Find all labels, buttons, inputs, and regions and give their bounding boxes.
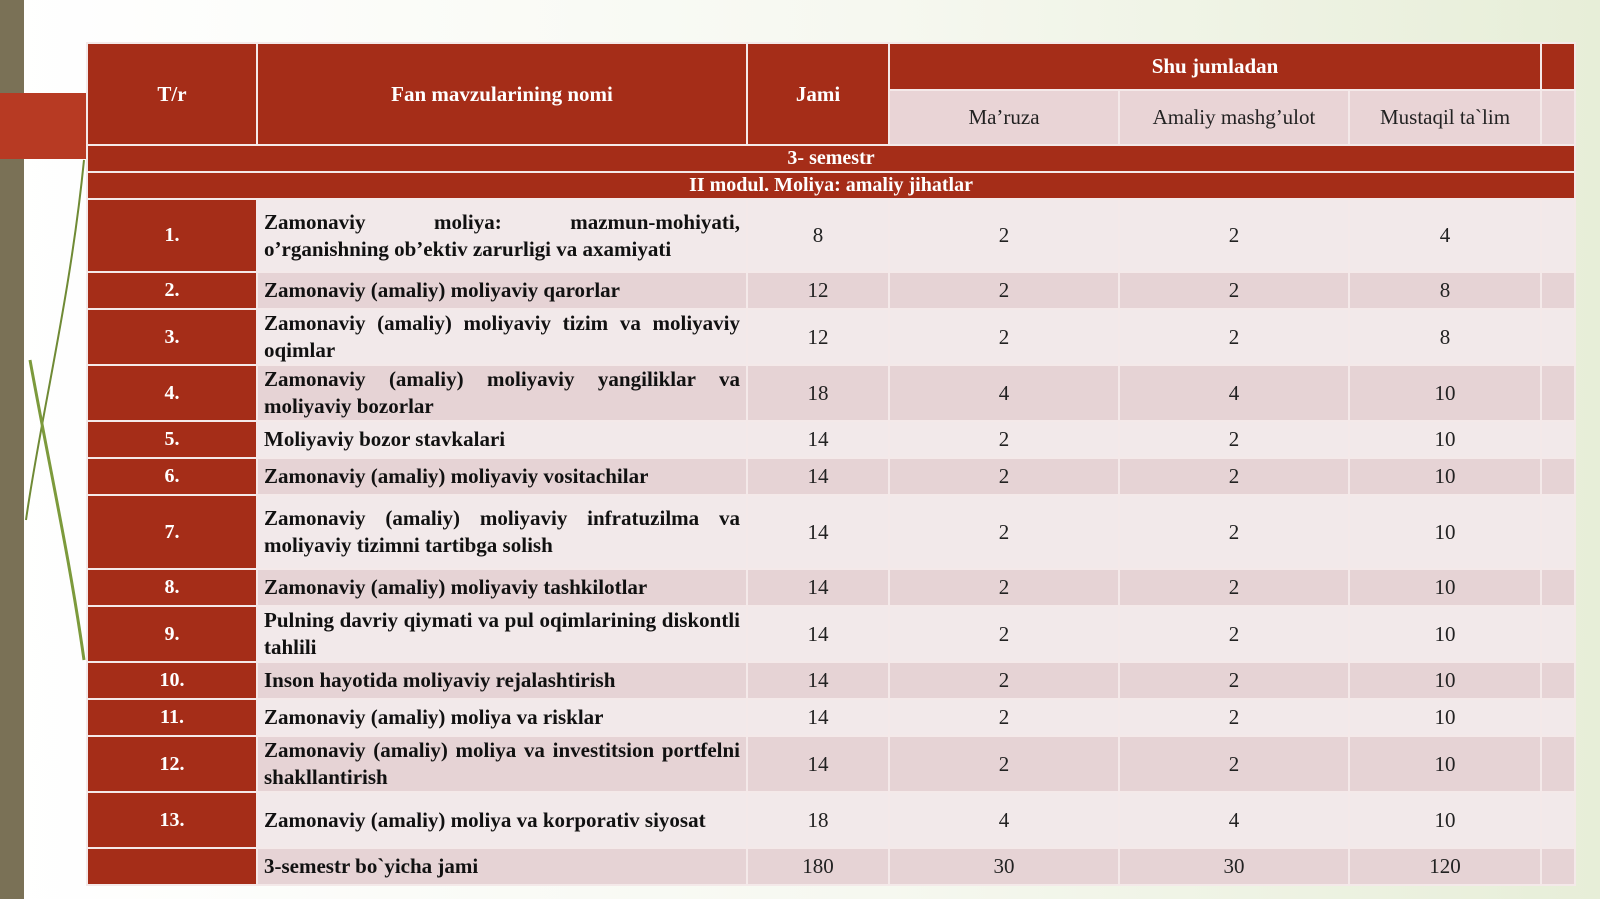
row-total: 12 — [747, 272, 889, 309]
row-total: 12 — [747, 309, 889, 365]
table-body — [87, 145, 1575, 885]
row-total: 14 — [747, 606, 889, 662]
total-label: 3-semestr bo`yicha jami — [257, 848, 747, 885]
row-topic: Moliyaviy bozor stavkalari — [257, 421, 747, 458]
row-practical: 2 — [1119, 606, 1349, 662]
table-row — [87, 421, 1575, 458]
row-self-study: 4 — [1349, 199, 1541, 272]
row-self-study: 10 — [1349, 792, 1541, 848]
total-practical: 30 — [1119, 848, 1349, 885]
row-self-study: 10 — [1349, 736, 1541, 792]
row-total: 14 — [747, 495, 889, 569]
semester-row: 3- semestr — [87, 145, 1575, 172]
total-number — [87, 848, 257, 885]
header-self-study: Mustaqil ta`lim — [1349, 90, 1541, 145]
row-practical: 2 — [1119, 699, 1349, 736]
row-practical: 2 — [1119, 272, 1349, 309]
row-topic: Zamonaviy (amaliy) moliya va risklar — [257, 699, 747, 736]
row-lecture: 4 — [889, 365, 1119, 421]
row-topic: Zamonaviy moliya: mazmun-mohiyati, o’rganishning ob’ektiv zarurligi va axamiyati — [257, 199, 747, 272]
row-self-study: 8 — [1349, 272, 1541, 309]
total-row — [87, 848, 1575, 885]
row-total: 14 — [747, 569, 889, 606]
row-lecture: 2 — [889, 606, 1119, 662]
row-number: 10. — [87, 662, 257, 699]
header-subject-name: Fan mavzularining nomi — [257, 43, 747, 145]
row-topic: Zamonaviy (amaliy) moliyaviy infratuzilma va moliyaviy tizimni tartibga solish — [257, 495, 747, 569]
table-row — [87, 199, 1575, 272]
row-lecture: 2 — [889, 736, 1119, 792]
total-lecture: 30 — [889, 848, 1119, 885]
row-practical: 2 — [1119, 736, 1349, 792]
row-topic: Zamonaviy (amaliy) moliyaviy tizim va moliyaviy oqimlar — [257, 309, 747, 365]
row-filler — [1541, 199, 1575, 272]
row-number: 12. — [87, 736, 257, 792]
row-practical: 2 — [1119, 309, 1349, 365]
table-row — [87, 365, 1575, 421]
row-lecture: 2 — [889, 309, 1119, 365]
row-lecture: 2 — [889, 421, 1119, 458]
row-number: 2. — [87, 272, 257, 309]
row-number: 13. — [87, 792, 257, 848]
row-number: 6. — [87, 458, 257, 495]
row-practical: 2 — [1119, 458, 1349, 495]
table-row — [87, 662, 1575, 699]
row-lecture: 2 — [889, 199, 1119, 272]
row-lecture: 2 — [889, 699, 1119, 736]
table-row — [87, 458, 1575, 495]
table-row — [87, 792, 1575, 848]
row-lecture: 2 — [889, 569, 1119, 606]
row-total: 14 — [747, 458, 889, 495]
row-filler — [1541, 699, 1575, 736]
row-self-study: 10 — [1349, 662, 1541, 699]
total-self-study: 120 — [1349, 848, 1541, 885]
row-topic: Zamonaviy (amaliy) moliya va investitsion portfelni shakllantirish — [257, 736, 747, 792]
row-filler — [1541, 792, 1575, 848]
row-lecture: 2 — [889, 458, 1119, 495]
row-filler — [1541, 736, 1575, 792]
row-number: 1. — [87, 199, 257, 272]
decorative-curve-lines — [0, 0, 90, 899]
total-sum: 180 — [747, 848, 889, 885]
table-row — [87, 736, 1575, 792]
table-row — [87, 495, 1575, 569]
header-tr: T/r — [87, 43, 257, 145]
row-filler — [1541, 272, 1575, 309]
table-row — [87, 606, 1575, 662]
row-practical: 2 — [1119, 199, 1349, 272]
header-including: Shu jumladan — [889, 43, 1541, 90]
row-total: 14 — [747, 421, 889, 458]
row-filler — [1541, 569, 1575, 606]
curriculum-table-wrapper — [86, 42, 1574, 886]
row-filler — [1541, 421, 1575, 458]
row-self-study: 10 — [1349, 421, 1541, 458]
row-practical: 2 — [1119, 421, 1349, 458]
row-practical: 2 — [1119, 662, 1349, 699]
header-practical: Amaliy mashg’ulot — [1119, 90, 1349, 145]
row-practical: 2 — [1119, 569, 1349, 606]
header-lecture: Ma’ruza — [889, 90, 1119, 145]
row-total: 18 — [747, 365, 889, 421]
row-self-study: 10 — [1349, 495, 1541, 569]
curriculum-table — [86, 42, 1576, 886]
row-filler — [1541, 365, 1575, 421]
module-row: II modul. Moliya: amaliy jihatlar — [87, 172, 1575, 199]
row-filler — [1541, 309, 1575, 365]
row-topic: Zamonaviy (amaliy) moliyaviy tashkilotlar — [257, 569, 747, 606]
row-topic: Inson hayotida moliyaviy rejalashtirish — [257, 662, 747, 699]
row-topic: Zamonaviy (amaliy) moliya va korporativ siyosat — [257, 792, 747, 848]
row-self-study: 10 — [1349, 365, 1541, 421]
row-lecture: 2 — [889, 495, 1119, 569]
row-self-study: 8 — [1349, 309, 1541, 365]
table-row — [87, 569, 1575, 606]
row-practical: 2 — [1119, 495, 1349, 569]
row-total: 18 — [747, 792, 889, 848]
row-filler — [1541, 495, 1575, 569]
table-row — [87, 699, 1575, 736]
row-number: 7. — [87, 495, 257, 569]
row-total: 14 — [747, 736, 889, 792]
row-lecture: 2 — [889, 662, 1119, 699]
row-filler — [1541, 606, 1575, 662]
row-total: 8 — [747, 199, 889, 272]
row-number: 4. — [87, 365, 257, 421]
row-total: 14 — [747, 662, 889, 699]
row-filler — [1541, 458, 1575, 495]
row-lecture: 2 — [889, 272, 1119, 309]
row-self-study: 10 — [1349, 569, 1541, 606]
row-topic: Pulning davriy qiymati va pul oqimlarining diskontli tahlili — [257, 606, 747, 662]
table-row — [87, 272, 1575, 309]
row-number: 5. — [87, 421, 257, 458]
row-lecture: 4 — [889, 792, 1119, 848]
row-practical: 4 — [1119, 792, 1349, 848]
row-filler — [1541, 848, 1575, 885]
row-number: 9. — [87, 606, 257, 662]
row-number: 11. — [87, 699, 257, 736]
row-self-study: 10 — [1349, 699, 1541, 736]
row-topic: Zamonaviy (amaliy) moliyaviy yangiliklar va moliyaviy bozorlar — [257, 365, 747, 421]
table-row — [87, 309, 1575, 365]
row-topic: Zamonaviy (amaliy) moliyaviy qarorlar — [257, 272, 747, 309]
row-total: 14 — [747, 699, 889, 736]
row-topic: Zamonaviy (amaliy) moliyaviy vositachilar — [257, 458, 747, 495]
row-self-study: 10 — [1349, 606, 1541, 662]
row-number: 8. — [87, 569, 257, 606]
row-self-study: 10 — [1349, 458, 1541, 495]
header-filler-sub — [1541, 90, 1575, 145]
row-filler — [1541, 662, 1575, 699]
header-filler — [1541, 43, 1575, 90]
row-number: 3. — [87, 309, 257, 365]
row-practical: 4 — [1119, 365, 1349, 421]
header-total: Jami — [747, 43, 889, 145]
